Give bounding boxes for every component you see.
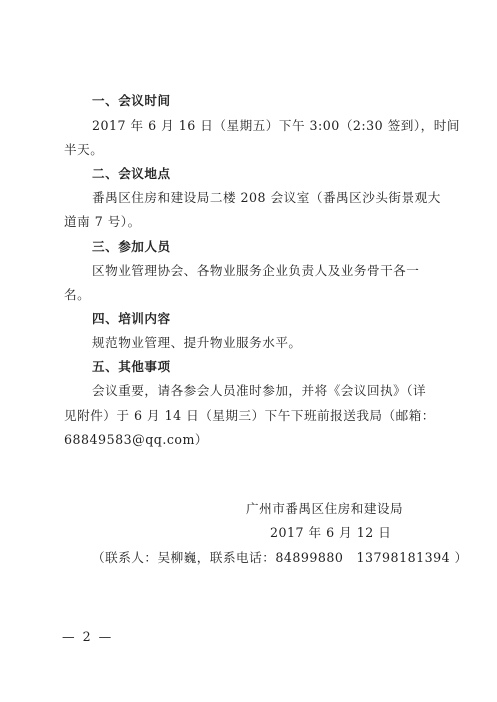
issuing-organization: 广州市番禺区住房和建设局 [246,501,404,516]
section-other-line-2: 见附件）于 6 月 14 日（星期三）下午下班前报送我局（邮箱： [64,408,435,423]
issue-date: 2017 年 6 月 12 日 [270,525,392,540]
page-number: — 2 — [62,629,114,644]
section-content-line-1: 规范物业管理、提升物业服务水平。 [92,335,302,350]
section-location-line-2: 道南 7 号）。 [64,214,141,229]
section-heading-content: 四、培训内容 [92,311,171,326]
contact-info: （联系人：吴柳巍，联系电话：84899880 13798181394 ） [92,550,468,565]
section-time-line-2: 半天。 [64,142,104,157]
section-heading-time: 一、会议时间 [92,93,171,108]
section-location-line-1: 番禺区住房和建设局二楼 208 会议室（番禺区沙头街景观大 [92,190,441,205]
section-heading-location: 二、会议地点 [92,166,171,181]
section-attendees-line-1: 区物业管理协会、各物业服务企业负责人及业务骨干各一 [92,263,420,278]
section-time-line-1: 2017 年 6 月 16 日（星期五）下午 3:00（2:30 签到），时间 [92,118,460,133]
section-other-line-3: 68849583@qq.com） [64,432,208,447]
section-heading-attendees: 三、参加人员 [92,239,171,254]
section-other-line-1: 会议重要，请各参会人员准时参加，并将《会议回执》（详 [92,383,427,398]
section-attendees-line-2: 名。 [64,287,91,302]
section-heading-other: 五、其他事项 [92,359,171,374]
